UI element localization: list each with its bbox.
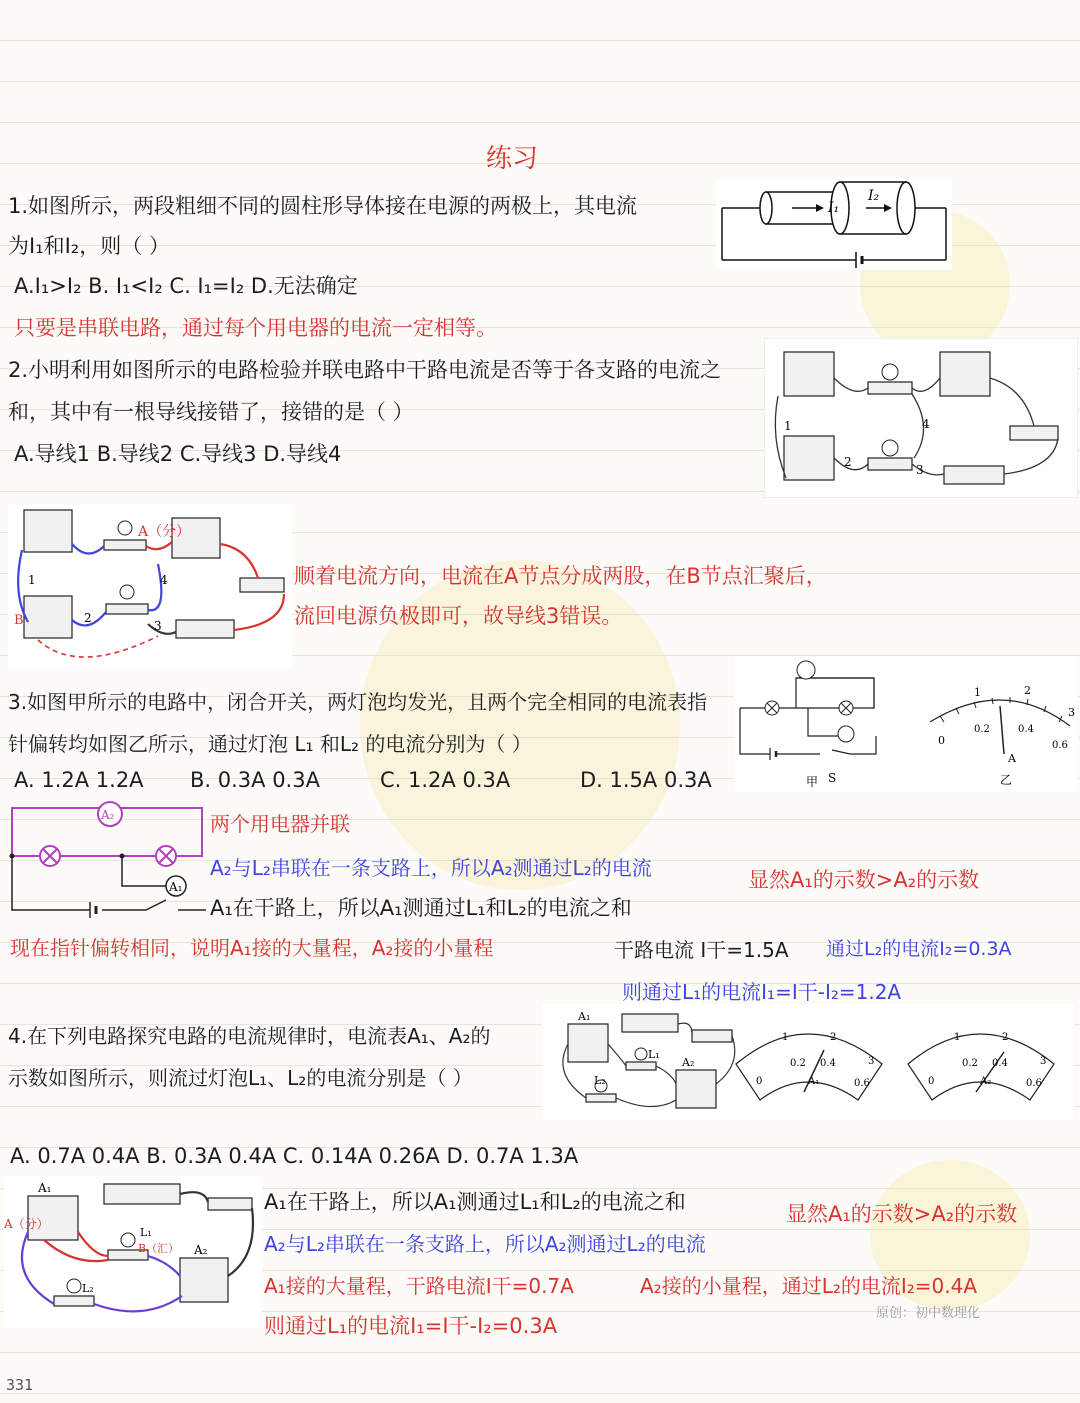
q2-answer-line2: 流回电源负极即可，故导线3错误。 xyxy=(294,604,623,628)
q4-m1-tick-2: 2 xyxy=(830,1032,837,1043)
lamp-base-icon xyxy=(868,382,912,394)
q4-options: A. 0.7A 0.4A B. 0.3A 0.4A C. 0.14A 0.26A D. 0.7A 1.3A xyxy=(10,1144,579,1168)
q2-fig-label-2: 2 xyxy=(844,455,852,469)
q3-option-c: C. 1.2A 0.3A xyxy=(380,768,511,792)
ammeter-icon xyxy=(568,1024,608,1062)
q3-meter-tick-04: 0.4 xyxy=(1018,724,1034,735)
q4-circuit-meters-figure xyxy=(542,1004,1074,1120)
q3-note-l2: 通过L₂的电流I₂=0.3A xyxy=(826,938,1012,960)
q4-m2-tick-06: 0.6 xyxy=(1026,1078,1042,1089)
q4-m1-label: A₁ xyxy=(808,1076,820,1087)
q1-fig-i1: I₁ xyxy=(828,200,840,216)
q4-note-l2: A₂接的小量程，通过L₂的电流I₂=0.4A xyxy=(640,1274,978,1298)
lamp-base-icon xyxy=(106,604,148,614)
q3-note-range: 现在指针偏转相同，说明A₁接的大量程，A₂接的小量程 xyxy=(10,936,494,960)
q3-circuit-figure xyxy=(734,656,1078,792)
q4-ann-a2: A₂ xyxy=(194,1243,208,1257)
q4-note-l1: 则通过L₁的电流I₁=I干-I₂=0.3A xyxy=(264,1314,558,1338)
q3-meter-tick-3: 3 xyxy=(1068,706,1075,719)
switch-icon xyxy=(1010,426,1058,440)
battery-icon xyxy=(176,620,234,638)
q4-m1-tick-3: 3 xyxy=(868,1056,875,1067)
q2-fig2-label-1: 1 xyxy=(28,573,36,587)
q4-m1-tick-06: 0.6 xyxy=(854,1078,870,1089)
q4-m2-tick-04: 0.4 xyxy=(992,1058,1008,1069)
q2-fig2-label-3: 3 xyxy=(154,619,162,633)
q2-fig2-label-2: 2 xyxy=(84,611,92,625)
q3-meter-tick-2: 2 xyxy=(1024,684,1031,697)
watermark-text: 原创：初中数理化 xyxy=(876,1306,981,1321)
q3-fig-jia: 甲 xyxy=(806,775,819,789)
q3-meter-tick-0: 0 xyxy=(938,734,945,747)
q4-m2-tick-1: 1 xyxy=(954,1032,961,1043)
switch-icon xyxy=(208,1198,252,1210)
page-number: 331 xyxy=(6,1376,34,1394)
battery-icon xyxy=(944,466,1004,484)
ammeter-icon xyxy=(784,352,834,396)
q2-text-line2: 和，其中有一根导线接错了，接错的是（ ） xyxy=(8,400,414,424)
svg-text:A₂: A₂ xyxy=(101,808,115,822)
ammeter-icon xyxy=(24,510,72,552)
ammeter-icon xyxy=(676,1070,716,1108)
q1-conductor-figure xyxy=(716,178,952,270)
q4-node-b-label: B（汇） xyxy=(138,1242,180,1255)
q4-m1-tick-0: 0 xyxy=(756,1076,763,1087)
q3-meter-tick-02: 0.2 xyxy=(974,724,990,735)
q4-annotated-figure xyxy=(4,1176,262,1328)
switch-icon xyxy=(240,578,284,592)
q4-ann-a1: A₁ xyxy=(38,1181,52,1195)
q4-m1-tick-02: 0.2 xyxy=(790,1058,806,1069)
ammeter-icon xyxy=(940,352,990,396)
q3-note-l1: 则通过L₁的电流I₁=I干-I₂=1.2A xyxy=(622,980,902,1004)
q4-ann-l1: L₁ xyxy=(140,1226,152,1239)
q3-meter-tick-06: 0.6 xyxy=(1052,740,1068,751)
svg-text:A₁: A₁ xyxy=(169,880,183,894)
q3-option-b: B. 0.3A 0.3A xyxy=(190,768,320,792)
q4-text-line2: 示数如图所示，则流过灯泡L₁、L₂的电流分别是（ ） xyxy=(8,1066,473,1090)
q2-circuit-figure xyxy=(764,338,1078,498)
q3-note-main: 干路电流 I干=1.5A xyxy=(614,938,789,962)
q3-meter-unit: A xyxy=(1008,752,1016,765)
q2-node-b-label: B xyxy=(14,613,24,628)
q3-text-line2: 针偏转均如图乙所示，通过灯泡 L₁ 和L₂ 的电流分别为（ ） xyxy=(8,732,532,756)
q2-answer-line1: 顺着电流方向，电流在A节点分成两股，在B节点汇聚后， xyxy=(294,564,827,588)
q2-node-a-label: A（分） xyxy=(138,524,191,540)
lamp-base-icon xyxy=(626,1062,656,1070)
ammeter-icon xyxy=(784,436,834,480)
page-title: 练习 xyxy=(486,144,539,174)
q1-fig-i2: I₂ xyxy=(868,188,880,204)
switch-icon xyxy=(692,1030,732,1042)
q3-note-compare: 显然A₁的示数>A₂的示数 xyxy=(748,868,980,892)
q1-answer: 只要是串联电路，通过每个用电器的电流一定相等。 xyxy=(14,316,497,340)
q4-fig-l1: L₁ xyxy=(648,1048,660,1061)
lamp-base-icon xyxy=(54,1296,94,1306)
battery-icon xyxy=(104,1184,180,1204)
q4-m2-tick-0: 0 xyxy=(928,1076,935,1087)
q2-fig-label-1: 1 xyxy=(784,419,792,433)
q4-ann-l2: L₂ xyxy=(82,1282,94,1295)
q4-fig-a1: A₁ xyxy=(578,1010,591,1023)
q2-fig-label-4: 4 xyxy=(922,417,930,431)
q4-m2-tick-3: 3 xyxy=(1040,1056,1047,1067)
q4-fig-a2: A₂ xyxy=(682,1056,695,1069)
q2-options: A.导线1 B.导线2 C.导线3 D.导线4 xyxy=(14,442,342,466)
q3-note-a2: A₂与L₂串联在一条支路上，所以A₂测通过L₂的电流 xyxy=(210,856,652,880)
q1-options: A.I₁>I₂ B. I₁<I₂ C. I₁=I₂ D.无法确定 xyxy=(14,274,358,298)
q3-fig-s: S xyxy=(828,771,837,785)
q4-note-a2: A₂与L₂串联在一条支路上，所以A₂测通过L₂的电流 xyxy=(264,1232,706,1256)
ammeter-icon xyxy=(180,1258,228,1302)
ammeter-icon xyxy=(24,596,72,638)
q3-hand-circuit xyxy=(6,800,206,918)
q3-text-line1: 3.如图甲所示的电路中，闭合开关，两灯泡均发光，且两个完全相同的电流表指 xyxy=(8,690,708,714)
q3-note-a1: A₁在干路上，所以A₁测通过L₁和L₂的电流之和 xyxy=(210,896,632,920)
q3-option-a: A. 1.2A 1.2A xyxy=(14,768,144,792)
lamp-base-icon xyxy=(586,1094,616,1102)
q4-note-range: A₁接的大量程，干路电流I干=0.7A xyxy=(264,1274,574,1298)
q4-text-line1: 4.在下列电路探究电路的电流规律时，电流表A₁、A₂的 xyxy=(8,1024,491,1048)
q4-note-a1: A₁在干路上，所以A₁测通过L₁和L₂的电流之和 xyxy=(264,1190,686,1214)
q2-fig-label-3: 3 xyxy=(916,463,924,477)
q4-m2-tick-02: 0.2 xyxy=(962,1058,978,1069)
battery-icon xyxy=(622,1014,678,1032)
q3-note-parallel: 两个用电器并联 xyxy=(210,812,350,836)
q4-m1-tick-04: 0.4 xyxy=(820,1058,836,1069)
lamp-base-icon xyxy=(868,458,912,470)
q2-annotated-figure xyxy=(8,504,292,670)
q4-note-compare: 显然A₁的示数>A₂的示数 xyxy=(786,1202,1018,1226)
q4-m2-label: A₂ xyxy=(980,1076,992,1087)
q3-meter-tick-1: 1 xyxy=(974,686,981,699)
q4-m1-tick-1: 1 xyxy=(782,1032,789,1043)
lamp-base-icon xyxy=(104,540,146,550)
q1-text-line1: 1.如图所示，两段粗细不同的圆柱形导体接在电源的两极上，其电流 xyxy=(8,194,638,218)
q4-node-a-label: A（分） xyxy=(4,1217,49,1231)
q2-fig2-label-4: 4 xyxy=(160,573,168,587)
q2-text-line1: 2.小明利用如图所示的电路检验并联电路中干路电流是否等于各支路的电流之 xyxy=(8,358,722,382)
q3-option-d: D. 1.5A 0.3A xyxy=(580,768,712,792)
q1-text-line2: 为I₁和I₂，则（ ） xyxy=(8,234,170,258)
q3-fig-yi: 乙 xyxy=(1000,773,1013,787)
q4-m2-tick-2: 2 xyxy=(1002,1032,1009,1043)
q4-fig-l2: L₂ xyxy=(594,1074,606,1087)
